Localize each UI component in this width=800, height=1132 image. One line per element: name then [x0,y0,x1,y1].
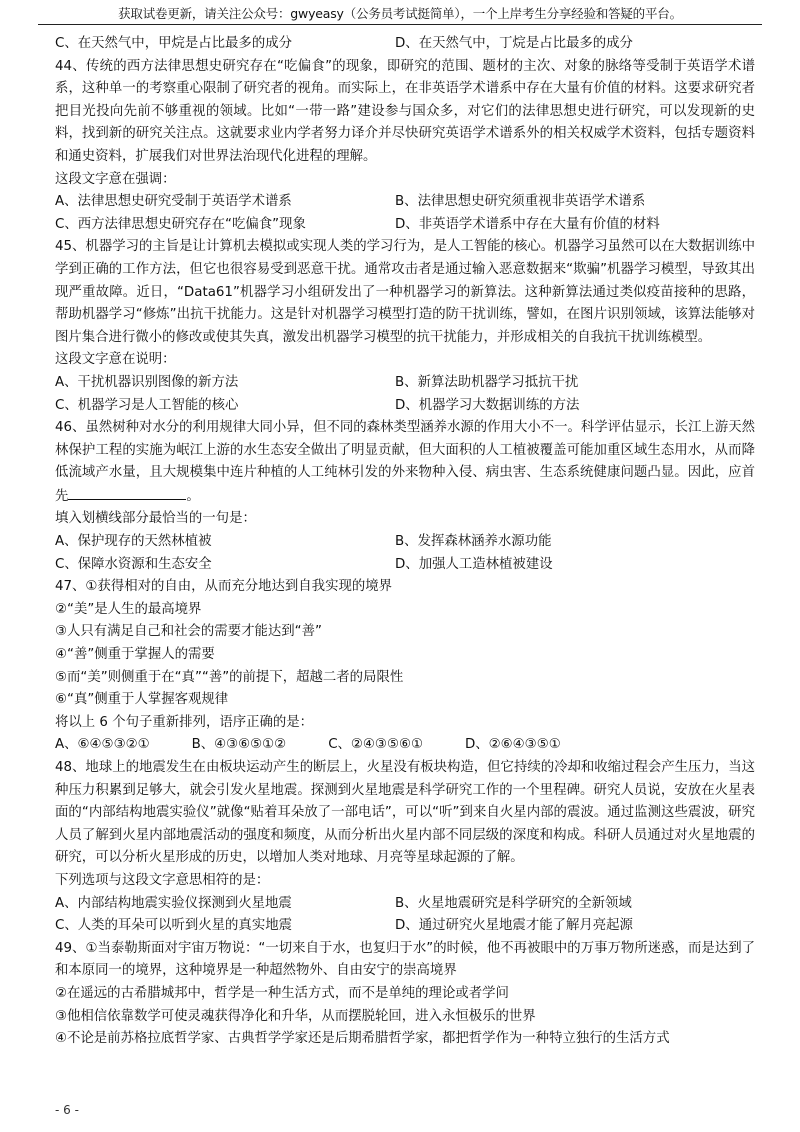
q45-option-d: D、机器学习大数据训练的方法 [395,397,580,413]
q48-prompt: 下列选项与这段文字意思相符的是： [55,872,270,888]
q48-option-a: A、内部结构地震实验仪探测到火星地震 [55,895,292,911]
q46-stem-end: 。 [186,488,200,504]
q43-option-c: C、在天然气中，甲烷是占比最多的成分 [55,36,292,51]
q43-options-row [55,33,755,56]
q49-line-1: 49、①当泰勒斯面对宇宙万物说：“一切来自于水，也复归于水”的时候，他不再被眼中的万事万物所迷惑，而是达到了和本原同一的境界，这种境界是一种超然物外、自由安宁的崇高境界 [55,940,755,979]
q44-option-c: C、西方法律思想史研究存在“吃偏食”现象 [55,216,306,232]
q45-options-row-2 [55,395,755,418]
q44-option-b: B、法律思想史研究须重视非英语学术谱系 [395,194,646,210]
q46-options-row-1 [55,531,755,554]
q48-option-b: B、火星地震研究是科学研究的全新领域 [395,895,632,911]
page-content [55,33,755,1051]
q47-line-4: ④“善”侧重于掌握人的需要 [55,647,215,663]
header-divider [38,24,762,25]
q46-prompt: 填入划横线部分最恰当的一句是： [55,511,256,527]
fill-in-blank [68,485,186,500]
q47-option-b: B、④③⑥⑤①② [191,737,287,753]
q44-stem: 44、传统的西方法律思想史研究存在“吃偏食”的现象，即研究的范围、题材的主次、对象的脉络等受制于英语学术谱系，这种单一的考察重心限制了研究者的视角。而实际上，在非英语学术谱系中存在大量有价值的材料。这要求研究者把目光投向先前不够重视的领域。比如“一带一路”建设参与国众多，对它们的法律思想史进行研究，可以发现新的史料，找到新的研究关注点。这就要求业内学者努力译介并尽快研究英语学术谱系外的相关权威学术资料，包括专题资料和通史资料，扩展我们对世界法治现代化进程的理解。 [55,58,755,164]
q46-option-c: C、保障水资源和生态安全 [55,556,212,572]
q48-options-row-1 [55,893,755,916]
page-number: - 6 - [55,1103,79,1117]
q47-options-row [55,734,755,757]
q46-option-b: B、发挥森林涵养水源功能 [395,534,552,550]
q49-line-3: ③他相信依靠数学可使灵魂获得净化和升华，从而摆脱轮回，进入永恒极乐的世界 [55,1008,536,1024]
q47-line-3: ③人只有满足自己和社会的需要才能达到“善” [55,624,322,640]
page-header: 获取试卷更新，请关注公众号：gwyeasy（公务员考试挺简单），一个上岸考生分享经验和答疑的平台。 [118,6,682,21]
q45-options-row-1 [55,372,755,395]
q46-stem [55,417,755,508]
q45-option-c: C、机器学习是人工智能的核心 [55,397,239,413]
q47-line-6: ⑥“真”侧重于人掌握客观规律 [55,692,229,708]
q49-line-2: ②在遥远的古希腊城邦中，哲学是一种生活方式，而不是单纯的理论或者学问 [55,985,509,1001]
q47-prompt: 将以上 6 个句子重新排列，语序正确的是： [55,714,314,730]
q48-options-row-2 [55,915,755,938]
q48-option-d: D、通过研究火星地震才能了解月亮起源 [395,918,633,934]
q47-option-d: D、②⑥④③⑤① [464,737,561,753]
q47-option-c: C、②④③⑤⑥① [328,737,423,753]
q46-option-d: D、加强人工造林植被建设 [395,556,553,572]
q46-options-row-2 [55,554,755,577]
q46-stem-text: 46、虽然树种对水分的利用规律大同小异，但不同的森林类型涵养水源的作用大小不一。科学评估显示，长江上游天然林保护工程的实施为岷江上游的水生态安全做出了明显贡献，但大面积的人工植被覆盖可能加重区域生态用水，从而降低流域产水量，且大规模集中连片种植的人工纯林引发的外来物种入侵、病虫害、生态系统健康问题凸显。因此，应首先 [55,420,755,504]
q44-options-row-1 [55,191,755,214]
q48-stem: 48、地球上的地震发生在由板块运动产生的断层上，火星没有板块构造，但它持续的冷却和收缩过程会产生压力，当这种压力积累到足够大，就会引发火星地震。探测到火星地震是科学研究工作的一个里程碑。研究人员说，安放在火星表面的“内部结构地震实验仪”就像“贴着耳朵放了一部电话”，可以“听”到来自火星内部的震波。通过监测这些震波，研究人员了解到火星内部地震活动的强度和频度，从而分析出火星内部不同层级的深度和构成。科研人员通过对火星地震的研究，可以分析火星形成的历史，以增加人类对地球、月亮等星球起源的了解。 [55,760,755,866]
q45-prompt: 这段文字意在说明： [55,352,176,368]
q45-option-b: B、新算法助机器学习抵抗干扰 [395,374,579,390]
q45-option-a: A、干扰机器识别图像的新方法 [55,374,239,390]
q48-option-c: C、人类的耳朵可以听到火星的真实地震 [55,918,292,934]
q47-line-5: ⑤而“美”则侧重于在“真”“善”的前提下，超越二者的局限性 [55,669,404,685]
q47-line-1: 47、①获得相对的自由，从而充分地达到自我实现的境界 [55,579,393,595]
q49-line-4: ④不论是前苏格拉底哲学家、古典哲学学家还是后期希腊哲学家，都把哲学作为一种特立独行的生活方式 [55,1031,670,1047]
q46-option-a: A、保护现存的天然林植被 [55,534,212,550]
q44-options-row-2 [55,214,755,237]
q45-stem: 45、机器学习的主旨是让计算机去模拟或实现人类的学习行为，是人工智能的核心。机器学习虽然可以在大数据训练中学到正确的工作方法，但它也很容易受到恶意干扰。通常攻击者是通过输入恶意数据来“欺骗”机器学习模型，导致其出现严重故障。近日，“Data61”机器学习小组研发出了一种机器学习的新算法。这种新算法通过类似疫苗接种的思路，帮助机器学习“修炼”出抗干扰能力。这是针对机器学习模型打造的防干扰训练，譬如，在图片识别领域，该算法能够对图片集合进行微小的修改或使其失真，激发出机器学习模型的抗干扰能力，并形成相关的自我抗干扰训练模型。 [55,239,755,345]
q44-option-d: D、非英语学术谱系中存在大量有价值的材料 [395,216,660,232]
q47-line-2: ②“美”是人生的最高境界 [55,601,202,617]
q43-option-d: D、在天然气中，丁烷是占比最多的成分 [395,36,633,51]
q44-prompt: 这段文字意在强调： [55,171,176,187]
q44-option-a: A、法律思想史研究受制于英语学术谱系 [55,194,292,210]
q47-option-a: A、⑥④⑤③②① [55,737,150,753]
